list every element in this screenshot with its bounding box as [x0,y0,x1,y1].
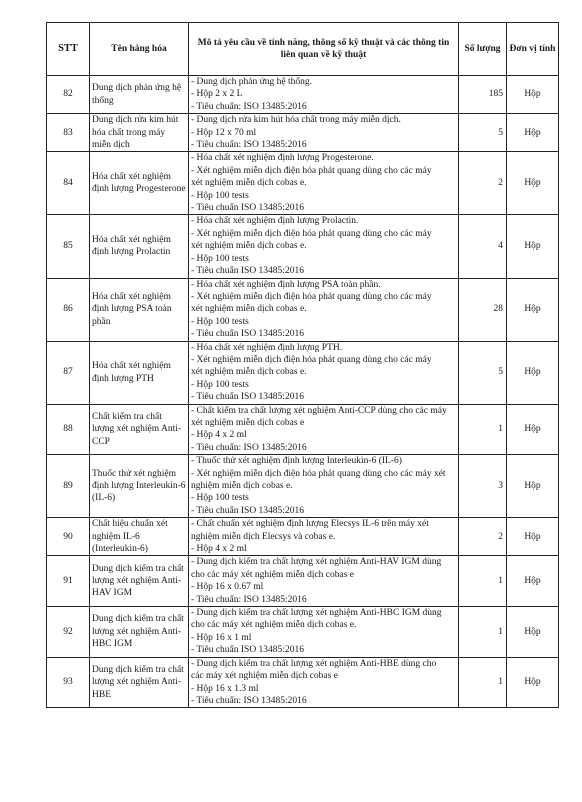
row-stt: 87 [47,341,90,404]
spec-line: - Chất chuẩn xét nghiệm định lượng Elecsys IL-6 trên máy xét [191,519,429,530]
row-name: Chất kiểm tra chất lượng xét nghiệm Anti-CCP [90,404,189,455]
row-stt: 92 [47,607,90,658]
spec-line: - Xét nghiệm miễn dịch điện hóa phát quang dùng cho các máy [191,228,432,239]
row-spec [189,657,459,708]
row-name: Chất hiệu chuẩn xét nghiệm IL-6 (Interleukin-6) [90,518,189,556]
spec-line: - Tiêu chuẩn: ISO 13485:2016 [191,442,307,453]
header-unit: Đơn vị tính [507,23,559,76]
spec-line: - Hộp 100 tests [191,493,249,504]
spec-line: - Tiêu chuẩn ISO 13485:2016 [191,266,304,277]
spec-line: - Dung dịch rửa kim hút hóa chất trong máy miễn dịch. [191,115,401,126]
spec-line: - Hộp 100 tests [191,190,249,201]
row-spec [189,404,459,455]
row-name: Thuốc thử xét nghiệm định lượng Interleukin-6 (IL-6) [90,455,189,518]
row-spec [189,607,459,658]
spec-line: - Hộp 4 x 2 ml [191,430,247,441]
row-spec [189,215,459,278]
spec-line: - Tiêu chuẩn ISO 13485:2016 [191,645,304,656]
spec-line: xét nghiệm miễn dịch cobas e. [191,178,307,189]
row-qty: 1 [459,607,507,658]
row-name: Hóa chất xét nghiệm định lượng Prolactin [90,215,189,278]
spec-line: - Hộp 16 x 1.3 ml [191,683,259,694]
row-spec [189,278,459,341]
table-body [47,76,559,708]
row-unit: Hộp [507,278,559,341]
row-name: Dung dịch phản ứng hệ thống [90,76,189,114]
spec-line: các máy xét nghiệm miễn dịch cobas e [191,671,338,682]
table-row [47,341,559,404]
row-qty: 2 [459,518,507,556]
row-qty: 1 [459,556,507,607]
row-unit: Hộp [507,341,559,404]
table-header-row [47,23,559,76]
row-unit: Hộp [507,76,559,114]
row-unit: Hộp [507,657,559,708]
spec-line: - Tiêu chuẩn ISO 13485:2016 [191,392,304,403]
spec-line: xét nghiệm miễn dịch cobas e. [191,367,307,378]
row-stt: 91 [47,556,90,607]
header-name: Tên hàng hóa [90,23,189,76]
row-qty: 1 [459,404,507,455]
spec-line: - Tiêu chuẩn: ISO 13485:2016 [191,101,307,112]
row-spec [189,455,459,518]
spec-line: xét nghiệm miễn dịch cobas e. [191,304,307,315]
table-row [47,215,559,278]
row-stt: 85 [47,215,90,278]
row-stt: 86 [47,278,90,341]
row-qty: 28 [459,278,507,341]
spec-line: - Hóa chất xét nghiệm định lượng Prolactin. [191,216,359,227]
table-row [47,657,559,708]
spec-line: - Xét nghiệm miễn dịch điện hóa phát quang dùng cho các máy [191,291,432,302]
row-name: Hóa chất xét nghiệm định lượng PTH [90,341,189,404]
spec-line: - Hóa chất xét nghiệm định lượng PSA toàn phần. [191,279,381,290]
spec-line: - Hộp 100 tests [191,316,249,327]
row-unit: Hộp [507,404,559,455]
spec-line: - Tiêu chuẩn ISO 13485:2016 [191,203,304,214]
row-stt: 84 [47,152,90,215]
spec-line: - Dung dịch kiểm tra chất lượng xét nghiệm Anti-HBC IGM dùng [191,608,442,619]
row-name: Dung dịch kiểm tra chất lượng xét nghiệm Anti-HBC IGM [90,607,189,658]
row-name: Hóa chất xét nghiệm định lượng Progesterone [90,152,189,215]
row-stt: 82 [47,76,90,114]
spec-line: nghiệm miễn dịch cobas e. [191,481,293,491]
product-spec-table [46,22,559,708]
row-unit: Hộp [507,556,559,607]
row-unit: Hộp [507,215,559,278]
row-qty: 3 [459,455,507,518]
row-unit: Hộp [507,114,559,152]
spec-line: - Hộp 4 x 2 ml [191,544,247,555]
table-row [47,278,559,341]
spec-line: - Hộp 100 tests [191,379,249,390]
row-spec [189,152,459,215]
row-qty: 185 [459,76,507,114]
spec-line: cho các máy xét nghiệm miễn dịch cobas e. [191,620,357,631]
spec-line: cho các máy xét nghiệm miễn dịch cobas e [191,569,355,580]
spec-line: - Hộp 16 x 0.67 ml [191,582,264,593]
row-qty: 1 [459,657,507,708]
spec-line: - Hộp 100 tests [191,253,249,264]
spec-line: - Xét nghiệm miễn dịch điện hóa phát quang dùng cho các máy xét [191,468,446,479]
row-unit: Hộp [507,607,559,658]
spec-line: - Chất kiểm tra chất lượng xét nghiệm Anti-CCP dùng cho các máy [191,405,447,416]
row-name: Hóa chất xét nghiệm định lượng PSA toàn phần [90,278,189,341]
row-unit: Hộp [507,518,559,556]
row-stt: 83 [47,114,90,152]
row-spec [189,518,459,556]
table-row [47,556,559,607]
spec-line: - Xét nghiệm miễn dịch điện hóa phát quang dùng cho các máy [191,165,432,176]
table-row [47,455,559,518]
row-stt: 93 [47,657,90,708]
spec-line: - Tiêu chuẩn: ISO 13485:2016 [191,695,307,706]
table-row [47,518,559,556]
table-row [47,114,559,152]
spec-line: - Thuốc thử xét nghiệm định lượng Interleukin-6 (IL-6) [191,456,402,467]
row-spec [189,341,459,404]
row-spec [189,76,459,114]
row-qty: 4 [459,215,507,278]
row-unit: Hộp [507,152,559,215]
header-stt: STT [47,23,90,76]
spec-line: - Hộp 16 x 1 ml [191,632,252,643]
header-qty: Số lượng [459,23,507,76]
spec-line: - Dung dịch phản ứng hệ thống. [191,77,312,87]
row-stt: 90 [47,518,90,556]
spec-line: - Hộp 12 x 70 ml [191,127,257,138]
header-spec: Mô tả yêu cầu về tính năng, thông số kỹ thuật và các thông tin liên quan về kỹ thuật [189,23,459,76]
spec-line: - Dung dịch kiểm tra chất lượng xét nghiệm Anti-HAV IGM dùng [191,557,442,568]
row-stt: 88 [47,404,90,455]
spec-line: - Hộp 2 x 2 L [191,89,243,100]
row-name: Dung dịch kiểm tra chất lượng xét nghiệm Anti-HAV IGM [90,556,189,607]
table-row [47,404,559,455]
spec-line: xét nghiệm miễn dịch cobas e. [191,241,307,252]
row-qty: 5 [459,114,507,152]
table-row [47,152,559,215]
spec-line: nghiệm miễn dịch Elecsys và cobas e. [191,531,336,542]
table-row [47,76,559,114]
spec-line: - Tiêu chuẩn: ISO 13485:2016 [191,594,307,605]
spec-line: - Dung dịch kiểm tra chất lượng xét nghiệm Anti-HBE dùng cho [191,658,437,669]
row-stt: 89 [47,455,90,518]
spec-line: - Hóa chất xét nghiệm định lượng PTH. [191,342,343,353]
row-name: Dung dịch rửa kim hút hóa chất trong máy miễn dịch [90,114,189,152]
spec-line: xét nghiệm miễn dịch cobas e [191,417,305,428]
row-qty: 2 [459,152,507,215]
row-qty: 5 [459,341,507,404]
spec-line: - Tiêu chuẩn ISO 13485:2016 [191,329,304,340]
spec-line: - Hóa chất xét nghiệm định lượng Progesterone. [191,153,374,164]
row-spec [189,114,459,152]
spec-line: - Tiêu chuẩn: ISO 13485:2016 [191,140,307,151]
spec-line: - Xét nghiệm miễn dịch điện hóa phát quang dùng cho các máy [191,354,432,365]
table-row [47,607,559,658]
spec-line: - Tiêu chuẩn ISO 13485:2016 [191,505,304,516]
row-spec [189,556,459,607]
row-unit: Hộp [507,455,559,518]
row-name: Dung dịch kiểm tra chất lượng xét nghiệm Anti-HBE [90,657,189,708]
